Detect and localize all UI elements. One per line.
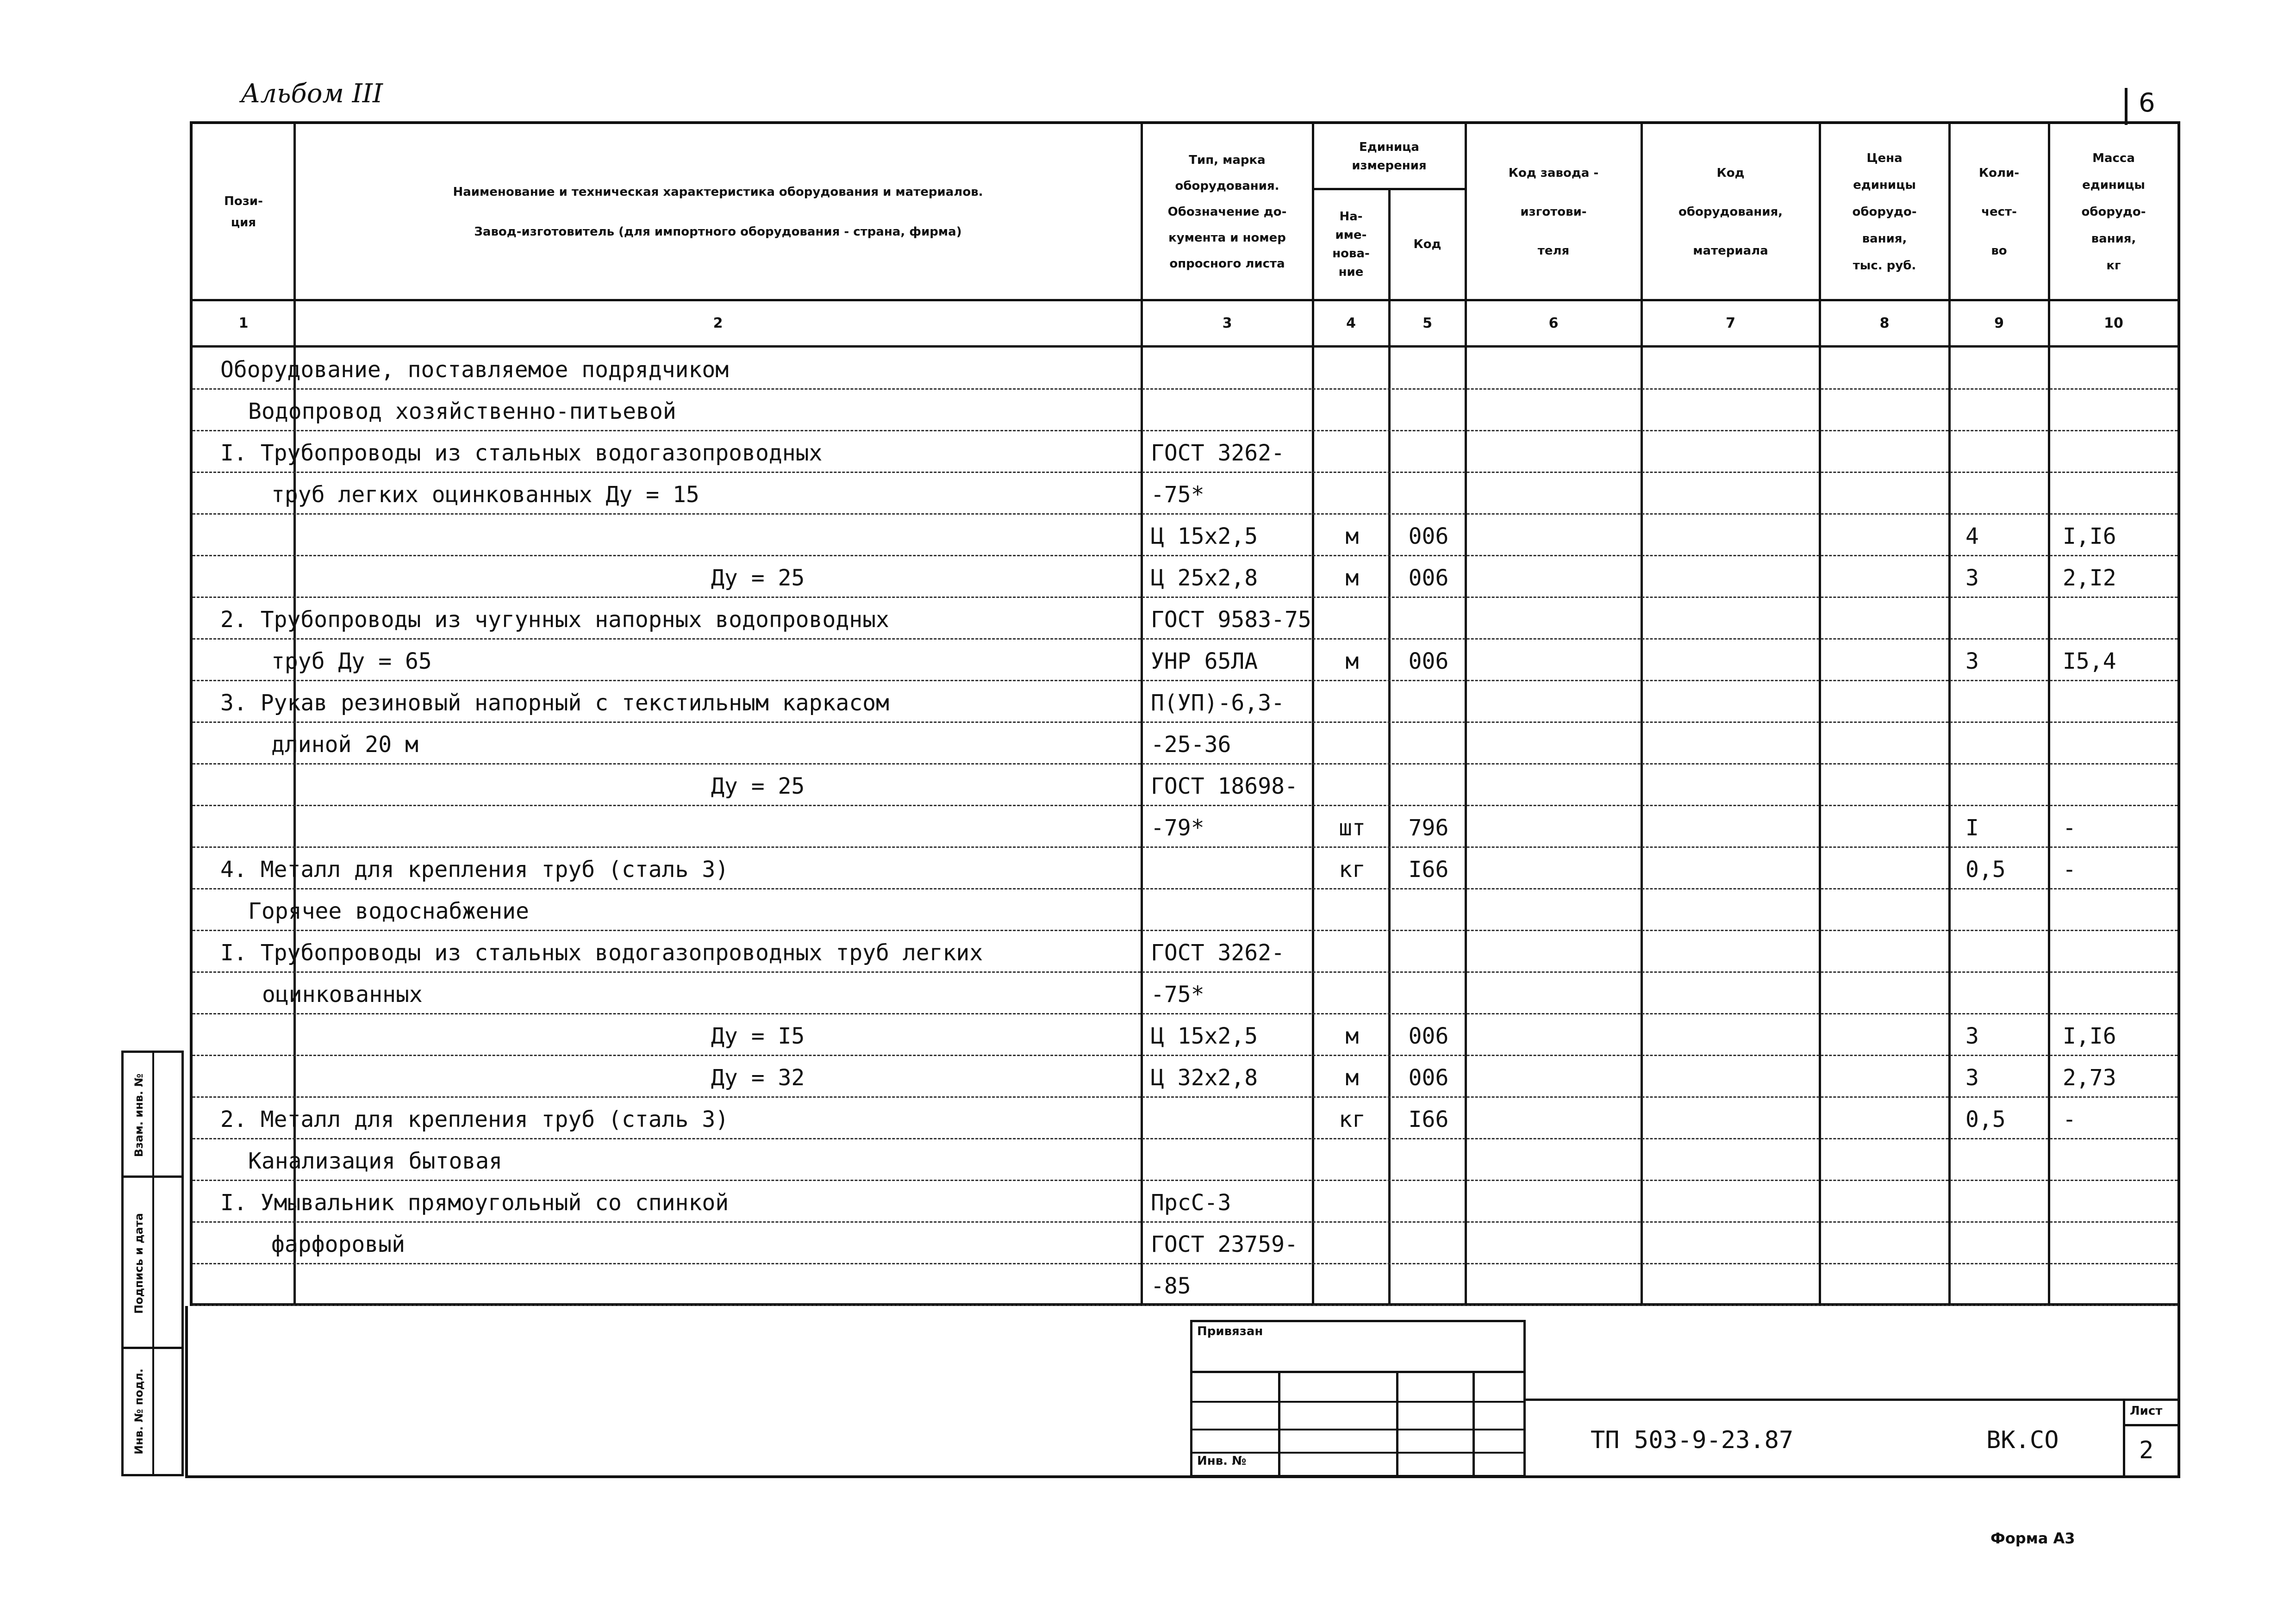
cell-code: 006 [1408,523,1449,549]
cell-name: Ду = 25 [711,773,805,799]
row-separator [193,1138,2177,1139]
cell-name: Водопровод хозяйственно-питьевой [248,398,676,424]
cell-type: ПрсС-3 [1151,1190,1231,1216]
row-separator [193,472,2177,473]
cell-code: 796 [1408,815,1449,841]
row-separator [193,430,2177,431]
row-separator [193,763,2177,765]
cell-qty: 0,5 [1965,857,2006,883]
cell-type: -75* [1151,482,1204,508]
binding-vrule [1472,1371,1475,1477]
header-name-line1: Наименование и техническая характеристика оборудования и материалов. [453,185,983,199]
cell-qty: 3 [1965,1023,1979,1049]
cell-qty: 3 [1965,648,1979,674]
cell-unit: кг [1339,1107,1366,1132]
row-separator [193,1221,2177,1223]
cell-qty: 4 [1965,523,1979,549]
cell-name: 2. Металл для крепления труб (сталь 3) [220,1107,729,1132]
header-unit: Единица измерения [1352,140,1427,173]
cell-type: ГОСТ 9583-75 [1151,607,1311,633]
side-stamp [121,1051,184,1476]
cell-type: ГОСТ 18698- [1151,773,1298,799]
column-rule [1312,124,1314,1303]
header-type: Тип, марка оборудования. Обозначение до- кумента и номер опросного листа [1167,153,1287,271]
column-number: 3 [1222,315,1232,331]
header-factory-code: Код завода - изготови- теля [1508,166,1599,258]
cell-code: 006 [1408,648,1449,674]
cell-unit: м [1345,648,1359,674]
row-separator [193,1263,2177,1264]
row-separator [193,721,2177,723]
cell-unit: м [1345,523,1359,549]
cell-name: 3. Рукав резиновый напорный с текстильным каркасом [220,690,889,716]
cell-mass: I5,4 [2063,648,2116,674]
header-unit-name: На- име- нова- ние [1332,210,1370,279]
column-rule [1465,124,1467,1303]
cell-name: Ду = 32 [711,1065,805,1091]
header-position: Пози- ция [224,194,263,230]
column-rule [1948,124,1951,1303]
cell-name: Ду = I5 [711,1023,805,1049]
header-rule [193,299,2177,301]
cell-name: 2. Трубопроводы из чугунных напорных водопроводных [220,607,889,633]
sheet-rule [2123,1424,2180,1426]
column-number: 8 [1879,315,1890,331]
cell-type: П(УП)-6,3- [1151,690,1285,716]
cell-type: ГОСТ 3262- [1151,940,1285,966]
cell-type: Ц 25х2,8 [1151,565,1258,591]
cell-mass: - [2063,1107,2076,1132]
cell-type: -25-36 [1151,732,1231,758]
specification-table [190,121,2180,1306]
page-number: 6 [2139,88,2155,118]
cell-qty: 3 [1965,565,1979,591]
cell-qty: 3 [1965,1065,1979,1091]
cell-code: I66 [1408,1107,1449,1132]
header-name [294,124,1142,300]
cell-type: ГОСТ 23759- [1151,1231,1298,1257]
cell-unit: м [1345,565,1359,591]
header-mass: Масса единицы оборудо- вания, кг [2081,151,2146,273]
document-code: ТП 503-9-23.87 [1591,1426,1794,1454]
column-number: 6 [1548,315,1559,331]
header-rule [193,345,2177,348]
cell-name: Горячее водоснабжение [248,898,529,924]
binding-rule [1190,1401,1526,1403]
row-separator [193,1055,2177,1056]
cell-type: УНР 65ЛА [1151,648,1258,674]
binding-label: Привязан [1197,1325,1263,1338]
cell-unit: кг [1339,857,1366,883]
column-number: 1 [238,315,249,331]
document-mark: ВК.СО [1986,1426,2059,1454]
sheet-number: 2 [2139,1436,2154,1464]
cell-name: I. Трубопроводы из стальных водогазопроводных [220,440,823,466]
column-rule [1641,124,1643,1303]
column-number: 7 [1726,315,1735,331]
header-quantity: Коли- чест- во [1978,166,2020,258]
header-name-line2: Завод-изготовитель (для импортного оборудования - страна, фирма) [474,225,962,239]
cell-code: 006 [1408,1023,1449,1049]
cell-unit: шт [1339,815,1366,841]
stamp-top-rule [1526,1399,2180,1401]
column-rule [2048,124,2050,1303]
cell-code: 006 [1408,565,1449,591]
cell-name: 4. Металл для крепления труб (сталь 3) [220,857,729,883]
row-separator [193,388,2177,390]
title-block [185,1306,2180,1478]
cell-name: Оборудование, поставляемое подрядчиком [220,357,729,383]
binding-vrule [1396,1371,1398,1477]
form-format-label: Форма А3 [1990,1530,2075,1547]
sheet-label: Лист [2130,1404,2163,1418]
cell-name: Канализация бытовая [248,1148,503,1174]
cell-type: ГОСТ 3262- [1151,440,1285,466]
cell-name: длиной 20 м [271,732,418,758]
cell-mass: - [2063,815,2076,841]
row-separator [193,1180,2177,1181]
row-separator [193,930,2177,931]
row-separator [193,555,2177,556]
binding-rule [1190,1429,1526,1430]
column-rule [1141,124,1143,1303]
column-number: 9 [1994,315,2004,331]
binding-rule [1190,1452,1526,1454]
row-separator [193,513,2177,515]
binding-rule [1190,1371,1526,1373]
row-separator [193,888,2177,889]
cell-name: оцинкованных [262,982,423,1007]
album-label: Альбом III [241,79,383,109]
binding-vrule [1278,1371,1280,1477]
stamp-label-signature: Подпись и дата [132,1213,145,1314]
cell-mass: 2,I2 [2063,565,2116,591]
column-number: 5 [1423,315,1432,331]
cell-mass: 2,73 [2063,1065,2116,1091]
cell-unit: м [1345,1065,1359,1091]
header-unit-code: Код [1413,237,1441,251]
cell-type: Ц 15х2,5 [1151,523,1258,549]
column-rule [1819,124,1821,1303]
cell-name: фарфоровый [271,1231,405,1257]
cell-qty: I [1965,815,1979,841]
row-separator [193,1013,2177,1014]
row-separator [193,846,2177,848]
inventory-label: Инв. № [1197,1454,1247,1468]
binding-box [1190,1320,1526,1477]
row-separator [193,971,2177,973]
column-number: 2 [713,315,723,331]
row-separator [193,638,2177,640]
stamp-label-vzam: Взам. инв. № [132,1073,145,1157]
row-separator [193,597,2177,598]
header-price: Цена единицы оборудо- вания, тыс. руб. [1852,151,1917,273]
cell-qty: 0,5 [1965,1107,2006,1132]
cell-type: -85 [1151,1273,1191,1299]
cell-type: -79* [1151,815,1204,841]
column-rule [1388,189,1391,1303]
header-material-code: Код оборудования, материала [1678,166,1783,258]
cell-code: I66 [1408,857,1449,883]
row-separator [193,805,2177,806]
row-separator [193,680,2177,681]
cell-name: труб Ду = 65 [271,648,432,674]
page-tick [2125,88,2128,125]
column-number: 4 [1346,315,1356,331]
cell-mass: I,I6 [2063,523,2116,549]
cell-type: Ц 15х2,5 [1151,1023,1258,1049]
cell-name: I. Трубопроводы из стальных водогазопроводных труб легких [220,940,983,966]
cell-unit: м [1345,1023,1359,1049]
cell-name: I. Умывальник прямоугольный со спинкой [220,1190,729,1216]
stamp-label-inventory: Инв. № подл. [132,1368,145,1455]
cell-name: труб легких оцинкованных Ду = 15 [271,482,699,508]
cell-mass: I,I6 [2063,1023,2116,1049]
cell-code: 006 [1408,1065,1449,1091]
column-number: 10 [2104,315,2123,331]
cell-name: Ду = 25 [711,565,805,591]
row-separator [193,1096,2177,1098]
cell-type: -75* [1151,982,1204,1007]
cell-mass: - [2063,857,2076,883]
cell-type: Ц 32х2,8 [1151,1065,1258,1091]
